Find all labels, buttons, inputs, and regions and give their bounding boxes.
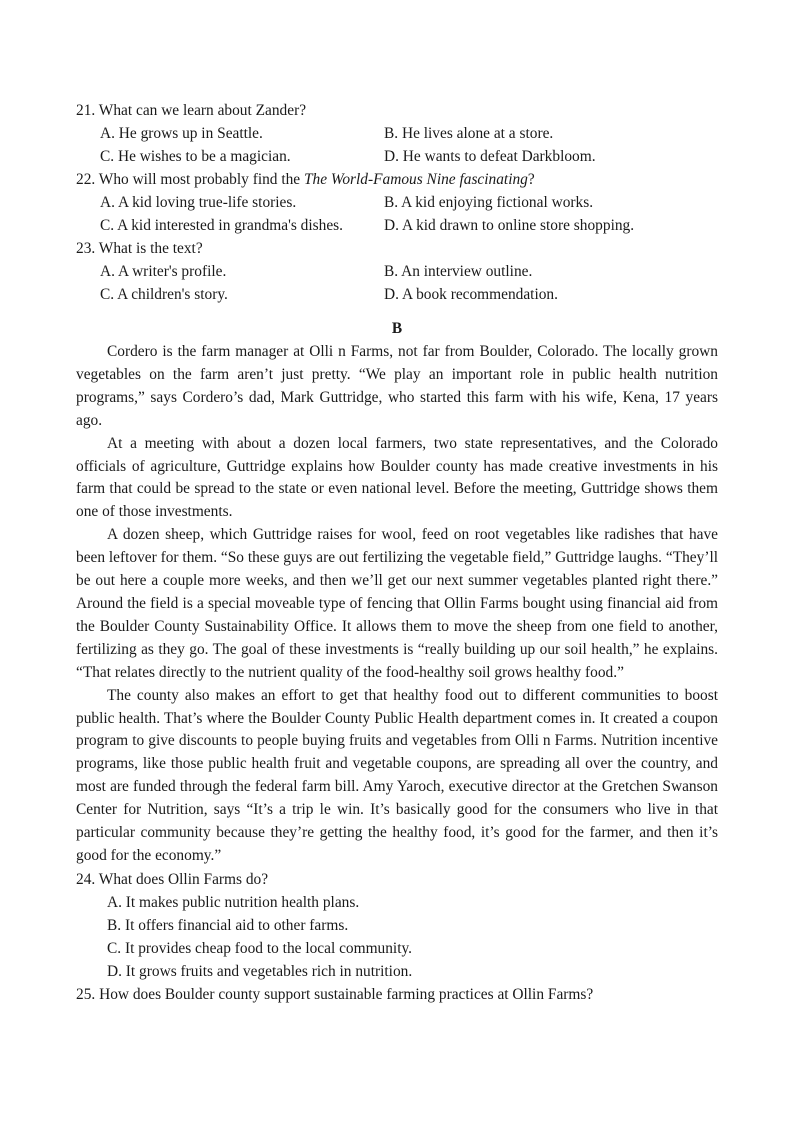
- question-23-option-c: C. A children's story.: [100, 286, 228, 303]
- question-25-stem: 25. How does Boulder county support sustainable farming practices at Ollin Farms?: [76, 985, 594, 1003]
- section-b-paragraph-3: A dozen sheep, which Guttridge raises for wool, feed on root vegetables like radishes that have been leftover for them. “So these guys are out fertilizing the vegetable field,” Guttridge laughs. “They’ll be out here a couple more weeks, and then we’ll get our next summer vegetables planted right there.” Around the field is a special moveable type of fencing that Ollin Farms bought using financial aid from the Boulder County Sustainability Office. It allows them to move the sheep from one field to another, fertilizing as they go. The goal of these investments is “really building up our soil health,” he explains. “That relates directly to the nutrient quality of the food-healthy soil grows healthy food.”: [76, 526, 718, 681]
- question-23-options-row-2: [76, 283, 718, 306]
- question-24-option-d: D. It grows fruits and vegetables rich in nutrition.: [107, 962, 413, 980]
- question-23-option-d: D. A book recommendation.: [384, 286, 558, 303]
- question-21-option-b: B. He lives alone at a store.: [384, 125, 554, 142]
- question-23-option-a: A. A writer's profile.: [100, 263, 227, 280]
- question-23-options-row-1: [76, 260, 718, 283]
- question-22-option-a: A. A kid loving true-life stories.: [100, 194, 297, 211]
- question-21-option-a: A. He grows up in Seattle.: [100, 125, 263, 142]
- question-21-options-row-2: [76, 145, 718, 168]
- question-24-option-c: C. It provides cheap food to the local community.: [107, 939, 413, 957]
- question-22-options-row-1: [76, 191, 718, 214]
- question-21-option-d: D. He wants to defeat Darkbloom.: [384, 148, 596, 165]
- question-21-option-c: C. He wishes to be a magician.: [100, 148, 291, 165]
- question-22-stem-suffix: ?: [527, 171, 535, 188]
- section-b-paragraph-1: Cordero is the farm manager at Olli n Farms, not far from Boulder, Colorado. The locally grown vegetables on the farm aren’t just pretty. “We play an important role in public health nutrition programs,” says Cordero’s dad, Mark Guttridge, who started this farm with his wife, Kena, 17 years ago.: [76, 343, 718, 429]
- question-24-stem: 24. What does Ollin Farms do?: [76, 870, 269, 888]
- question-21-options-row-1: [76, 122, 718, 145]
- question-23-option-b: B. An interview outline.: [384, 263, 533, 280]
- question-22-stem-prefix: 22. Who will most probably find the: [76, 171, 304, 188]
- section-b-paragraph-2: At a meeting with about a dozen local farmers, two state representatives, and the Colorado officials of agriculture, Guttridge explains how Boulder county has made creative investments in his farm that could be spread to the state or even national level. Before the meeting, Guttridge shows them one of those investments.: [76, 434, 718, 521]
- question-24-option-a: A. It makes public nutrition health plans.: [107, 893, 360, 911]
- question-22-options-row-2: [76, 214, 718, 237]
- question-24-option-b: B. It offers financial aid to other farms.: [107, 916, 349, 934]
- section-b-title: B: [391, 320, 403, 337]
- section-b-paragraph-4: The county also makes an effort to get that healthy food out to different communities to boost public health. That’s where the Boulder County Public Health department comes in. It created a coupon program to give discounts to people buying fruits and vegetables from Olli n Farms. Nutrition incentive programs, like those public health fruit and vegetable coupons, are spreading all over the country, and most are funded through the federal farm bill. Amy Yaroch, executive director at the Gretchen Swanson Center for Nutrition, says “It’s a trip le win. It’s basically good for the consumers who live in that particular community because they’re getting the healthy food, it’s good for the farmer, and then it’s good for the economy.”: [76, 686, 718, 864]
- exam-page: [76, 99, 718, 1006]
- question-22-stem-book-title: The World-Famous Nine fascinating: [304, 171, 528, 188]
- question-21-stem: 21. What can we learn about Zander?: [76, 102, 307, 119]
- question-22-option-c: C. A kid interested in grandma's dishes.: [100, 217, 344, 234]
- question-22-option-d: D. A kid drawn to online store shopping.: [384, 217, 635, 234]
- question-22-option-b: B. A kid enjoying fictional works.: [384, 194, 594, 211]
- question-23-stem: 23. What is the text?: [76, 240, 203, 257]
- question-22-stem: [76, 168, 718, 191]
